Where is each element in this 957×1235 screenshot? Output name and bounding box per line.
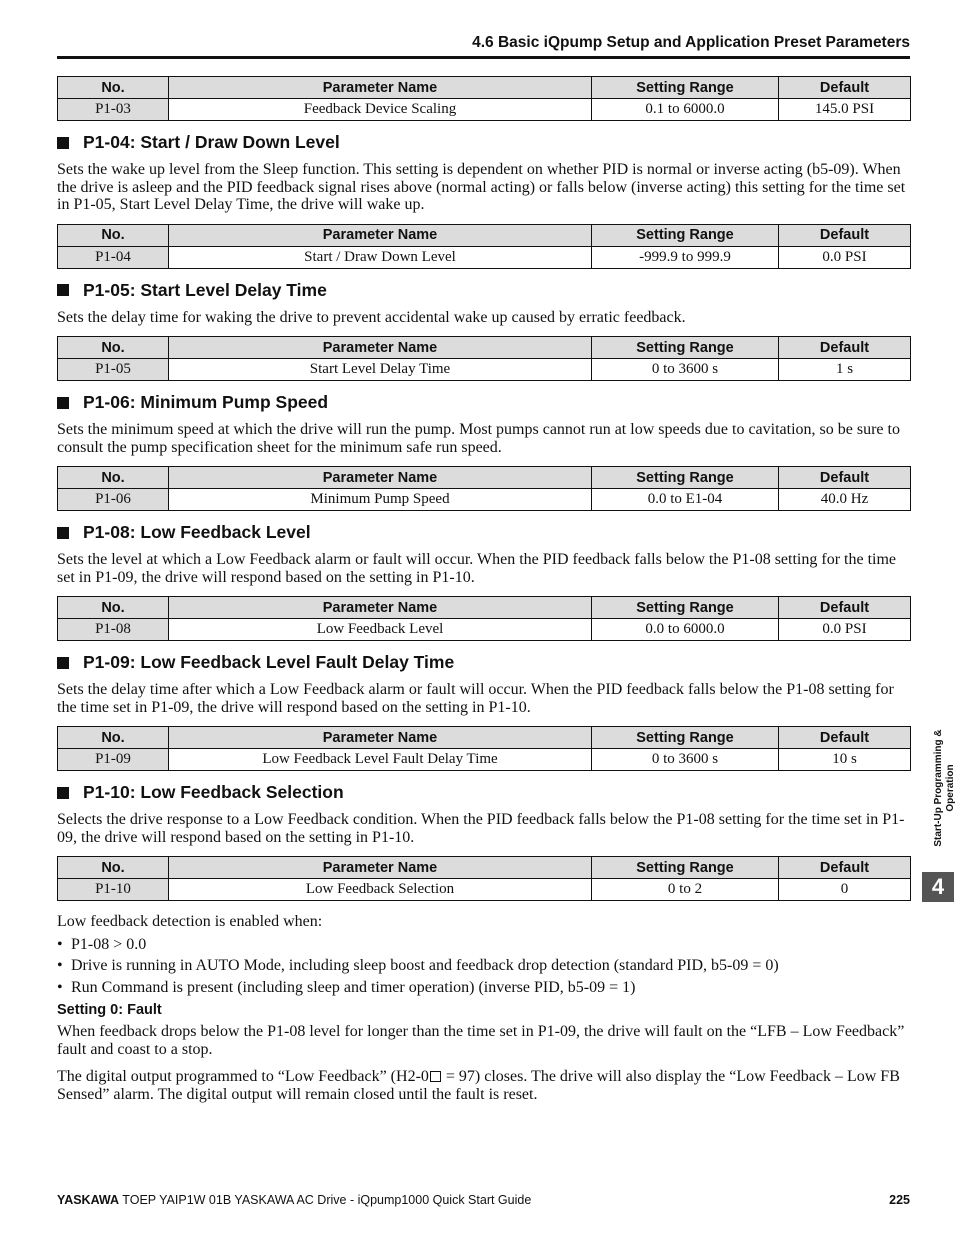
page-content bbox=[57, 76, 910, 1113]
table-header-row bbox=[58, 337, 911, 359]
cell-default: 10 s bbox=[779, 749, 911, 771]
section-heading-text: P1-06: Minimum Pump Speed bbox=[83, 392, 329, 412]
table-row bbox=[58, 99, 911, 121]
section-paragraph: Sets the delay time after which a Low Feedback alarm or fault will occur. When the PID feedback falls below the P1-08 setting for the time set in P1-09, the drive will respond based on the setting in P1-10. bbox=[57, 681, 894, 716]
table-row bbox=[58, 359, 911, 381]
header-default: Default bbox=[779, 77, 911, 99]
footer-brand: YASKAWA bbox=[57, 1193, 120, 1207]
bullet-icon: • bbox=[57, 978, 63, 996]
table-header-row bbox=[58, 857, 911, 879]
table-header-row bbox=[58, 597, 911, 619]
header-default: Default bbox=[779, 857, 911, 879]
section-heading bbox=[57, 782, 910, 803]
table-row bbox=[58, 879, 911, 901]
cell-parameter-no: P1-04 bbox=[58, 246, 169, 268]
header-default: Default bbox=[779, 597, 911, 619]
header-setting-range: Setting Range bbox=[592, 337, 779, 359]
parameter-table bbox=[57, 596, 911, 641]
table-row bbox=[58, 489, 911, 511]
page-footer bbox=[57, 1193, 910, 1207]
detection-intro: Low feedback detection is enabled when: bbox=[57, 913, 323, 930]
header-setting-range: Setting Range bbox=[592, 224, 779, 246]
cell-default: 1 s bbox=[779, 359, 911, 381]
cell-setting-range: 0.0 to 6000.0 bbox=[592, 619, 779, 641]
cell-default: 40.0 Hz bbox=[779, 489, 911, 511]
header-parameter-name: Parameter Name bbox=[169, 337, 592, 359]
footer-text: TOEP YAIP1W 01B YASKAWA AC Drive - iQpump1000 Quick Start Guide bbox=[119, 1193, 532, 1207]
section-heading bbox=[57, 522, 910, 543]
paragraph-2-start: The digital output programmed to “Low Feedback” (H2-0 bbox=[57, 1068, 429, 1085]
bullet-text: Drive is running in AUTO Mode, including sleep boost and feedback drop detection (standard PID, b5-09 = 0) bbox=[71, 957, 779, 974]
header-title: 4.6 Basic iQpump Setup and Application Preset Parameters bbox=[472, 34, 910, 51]
heading-square-icon bbox=[57, 284, 69, 296]
parameter-table bbox=[57, 224, 911, 269]
section-heading bbox=[57, 392, 910, 413]
table-header-row bbox=[58, 727, 911, 749]
header-no: No. bbox=[58, 77, 169, 99]
cell-parameter-name: Low Feedback Selection bbox=[169, 879, 592, 901]
page-header bbox=[57, 34, 910, 59]
cell-parameter-no: P1-10 bbox=[58, 879, 169, 901]
cell-default: 0.0 PSI bbox=[779, 246, 911, 268]
cell-parameter-no: P1-03 bbox=[58, 99, 169, 121]
section-heading bbox=[57, 280, 910, 301]
section-paragraph: Sets the level at which a Low Feedback alarm or fault will occur. When the PID feedback falls below the P1-08 setting for the time set in P1-09, the drive will respond based on the setting in P1-10. bbox=[57, 551, 897, 586]
header-no: No. bbox=[58, 224, 169, 246]
table-row bbox=[58, 749, 911, 771]
header-default: Default bbox=[779, 727, 911, 749]
section-heading-text: P1-10: Low Feedback Selection bbox=[83, 782, 344, 802]
cell-parameter-name: Start Level Delay Time bbox=[169, 359, 592, 381]
header-default: Default bbox=[779, 224, 911, 246]
header-setting-range: Setting Range bbox=[592, 467, 779, 489]
bullet-icon: • bbox=[57, 935, 63, 953]
section-heading-text: P1-05: Start Level Delay Time bbox=[83, 279, 327, 300]
header-default: Default bbox=[779, 337, 911, 359]
heading-square-icon bbox=[57, 657, 69, 669]
table-row bbox=[58, 619, 911, 641]
heading-square-icon bbox=[57, 397, 69, 409]
section-paragraph: Selects the drive response to a Low Feedback condition. When the PID feedback falls below the P1-08 setting for the time set in P1-09, the drive will respond based on the setting in P1-10. bbox=[57, 811, 905, 846]
cell-parameter-name: Start / Draw Down Level bbox=[169, 246, 592, 268]
cell-parameter-name: Low Feedback Level bbox=[169, 619, 592, 641]
parameter-table bbox=[57, 466, 911, 511]
cell-default: 0 bbox=[779, 879, 911, 901]
heading-square-icon bbox=[57, 787, 69, 799]
parameter-table bbox=[57, 726, 911, 771]
table-header-row bbox=[58, 77, 911, 99]
header-no: No. bbox=[58, 727, 169, 749]
setting-0-paragraph-2 bbox=[57, 1068, 910, 1103]
header-default: Default bbox=[779, 467, 911, 489]
cell-parameter-name: Feedback Device Scaling bbox=[169, 99, 592, 121]
cell-setting-range: 0 to 2 bbox=[592, 879, 779, 901]
section-heading-text: P1-04: Start / Draw Down Level bbox=[83, 132, 340, 152]
setting-0-paragraph-1: When feedback drops below the P1-08 level for longer than the time set in P1-09, the drive will fault on the “LFB – Low Feedback” fault and coast to a stop. bbox=[57, 1023, 905, 1058]
section-paragraph: Sets the delay time for waking the drive to prevent accidental wake up caused by erratic feedback. bbox=[57, 308, 686, 326]
cell-default: 145.0 PSI bbox=[779, 99, 911, 121]
placeholder-box-icon bbox=[430, 1071, 441, 1082]
table-header-row bbox=[58, 224, 911, 246]
cell-setting-range: 0.0 to E1-04 bbox=[592, 489, 779, 511]
cell-parameter-no: P1-05 bbox=[58, 359, 169, 381]
header-no: No. bbox=[58, 597, 169, 619]
header-setting-range: Setting Range bbox=[592, 597, 779, 619]
cell-setting-range: -999.9 to 999.9 bbox=[592, 246, 779, 268]
parameter-table bbox=[57, 856, 911, 901]
cell-setting-range: 0 to 3600 s bbox=[592, 749, 779, 771]
cell-parameter-name: Low Feedback Level Fault Delay Time bbox=[169, 749, 592, 771]
bullet-text: P1-08 > 0.0 bbox=[71, 935, 147, 953]
section-heading-text: P1-09: Low Feedback Level Fault Delay Time bbox=[83, 652, 455, 672]
header-parameter-name: Parameter Name bbox=[169, 77, 592, 99]
setting-0-heading: Setting 0: Fault bbox=[57, 1002, 162, 1018]
page-number: 225 bbox=[889, 1193, 910, 1207]
bullet-text: Run Command is present (including sleep and timer operation) (inverse PID, b5-09 = 1) bbox=[71, 978, 636, 996]
list-item bbox=[57, 955, 910, 977]
cell-parameter-no: P1-09 bbox=[58, 749, 169, 771]
list-item bbox=[57, 977, 910, 999]
chapter-tab: 4 bbox=[922, 872, 954, 902]
header-no: No. bbox=[58, 337, 169, 359]
cell-parameter-no: P1-08 bbox=[58, 619, 169, 641]
side-tab bbox=[922, 726, 954, 860]
cell-parameter-no: P1-06 bbox=[58, 489, 169, 511]
bullet-icon: • bbox=[57, 957, 63, 974]
header-no: No. bbox=[58, 857, 169, 879]
cell-default: 0.0 PSI bbox=[779, 619, 911, 641]
header-setting-range: Setting Range bbox=[592, 727, 779, 749]
list-item bbox=[57, 934, 910, 956]
heading-square-icon bbox=[57, 137, 69, 149]
section-paragraph: Sets the wake up level from the Sleep function. This setting is dependent on whether PID is normal or inverse acting (b5-09). When the drive is asleep and the PID feedback signal rises above (normal acting) or falls below (inverse acting) this setting for the time set in P1-05, Start Level Delay Time, the drive will wake up. bbox=[57, 161, 906, 213]
header-parameter-name: Parameter Name bbox=[169, 467, 592, 489]
header-setting-range: Setting Range bbox=[592, 77, 779, 99]
cell-setting-range: 0.1 to 6000.0 bbox=[592, 99, 779, 121]
heading-square-icon bbox=[57, 527, 69, 539]
cell-parameter-name: Minimum Pump Speed bbox=[169, 489, 592, 511]
section-paragraph: Sets the minimum speed at which the drive will run the pump. Most pumps cannot run at low speeds due to cavitation, so be sure to consult the pump specification sheet for the minimum safe run speed. bbox=[57, 421, 900, 456]
paragraph-2-end: = 97) closes. The drive will also display the “Low Feedback – Low FB Sensed” alarm. The digital output will remain closed until the fault is reset. bbox=[57, 1068, 900, 1103]
side-tab-label: Start-Up Programming & Operation bbox=[933, 729, 956, 847]
section-heading bbox=[57, 652, 910, 673]
section-heading-text: P1-08: Low Feedback Level bbox=[83, 522, 311, 542]
parameter-table bbox=[57, 76, 911, 121]
header-parameter-name: Parameter Name bbox=[169, 597, 592, 619]
detection-bullet-list bbox=[57, 934, 910, 999]
parameter-table bbox=[57, 336, 911, 381]
header-setting-range: Setting Range bbox=[592, 857, 779, 879]
table-header-row bbox=[58, 467, 911, 489]
cell-setting-range: 0 to 3600 s bbox=[592, 359, 779, 381]
section-heading bbox=[57, 132, 910, 153]
table-row bbox=[58, 246, 911, 268]
header-parameter-name: Parameter Name bbox=[169, 727, 592, 749]
header-no: No. bbox=[58, 467, 169, 489]
header-parameter-name: Parameter Name bbox=[169, 224, 592, 246]
header-parameter-name: Parameter Name bbox=[169, 857, 592, 879]
